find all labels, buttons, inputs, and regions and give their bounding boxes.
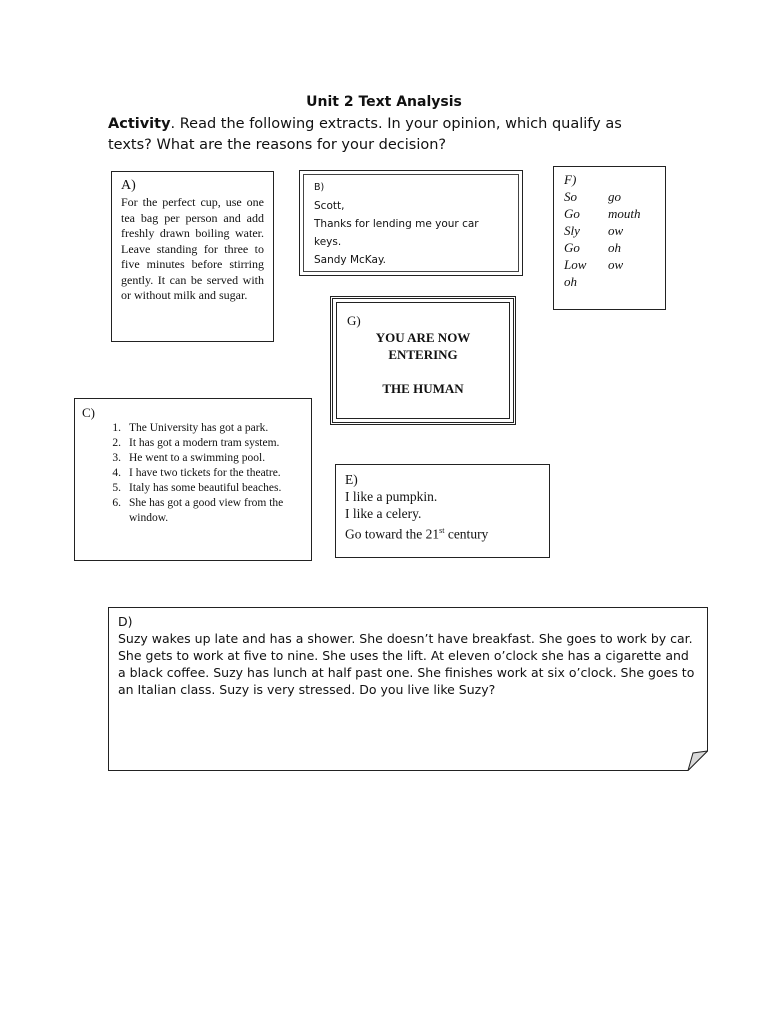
list-item-text: The University has got a park. (129, 422, 269, 434)
extract-f-word: ow (608, 223, 624, 238)
activity-text: . Read the following extracts. In your opinion, which qualify as texts? What are the reasons for your decision? (108, 116, 622, 153)
extract-d-label: D) (118, 614, 133, 629)
extract-f-label: F) (564, 172, 577, 187)
extract-a-label: A) (121, 178, 136, 193)
extract-b-line: Thanks for lending me your car keys. (314, 218, 479, 248)
list-item (82, 466, 304, 481)
extract-f-box (553, 166, 666, 310)
extract-f-word: Go (564, 206, 580, 221)
list-item-text: He went to a swimming pool. (129, 452, 266, 464)
list-item-number: 6. (112, 497, 121, 509)
page-title: Unit 2 Text Analysis (306, 94, 462, 110)
extract-f-word: Low (564, 257, 587, 272)
extract-f-word: mouth (608, 206, 641, 221)
extract-f-row (564, 256, 655, 273)
extract-b-line: Scott, (314, 200, 345, 212)
extract-f-row (564, 188, 655, 205)
extract-g-label: G) (347, 313, 361, 328)
extract-e-line: I like a celery. (345, 506, 422, 521)
extract-f-word: So (564, 189, 577, 204)
extract-e-line (345, 522, 540, 543)
extract-f-row (564, 239, 655, 256)
extract-g-line: THE HUMAN (382, 381, 464, 396)
list-item-text: I have two tickets for the theatre. (129, 467, 281, 479)
extract-e-superscript: st (439, 526, 445, 535)
extract-f-word: oh (608, 240, 621, 255)
extract-d-text: Suzy wakes up late and has a shower. She doesn’t have breakfast. She goes to work by car. She gets to work at five to nine. She uses the lift. At eleven o’clock she has a cigarette and a black coffee. Suzy has lunch at half past one. She finishes work at six o’clock. She goes to an Italian class. Suzy is very stressed. Do you live like Suzy? (118, 631, 695, 697)
extract-f-word: oh (564, 274, 577, 289)
extract-c-box (74, 398, 312, 561)
list-item-number: 4. (112, 467, 121, 479)
extract-e-label: E) (345, 472, 358, 487)
extract-a-box (111, 171, 274, 342)
extract-b-inner-frame (303, 174, 519, 272)
extract-e-text: Go toward the 21 (345, 526, 440, 542)
extract-f-word: go (608, 189, 621, 204)
list-item-number: 1. (112, 422, 121, 434)
extract-f-row (564, 205, 655, 222)
list-item-number: 3. (112, 452, 121, 464)
extract-b-line: Sandy McKay. (314, 254, 386, 266)
extract-d-content (118, 613, 698, 698)
extract-g-line: YOU ARE NOW (375, 330, 471, 345)
list-item (82, 421, 304, 436)
extract-g-line: ENTERING (388, 347, 458, 362)
list-item-number: 2. (112, 437, 121, 449)
extract-g-inner-frame (336, 302, 510, 419)
extract-f-row (564, 273, 655, 290)
extract-g-box (330, 296, 516, 425)
extract-f-word: Go (564, 240, 580, 255)
extract-c-label: C) (82, 405, 95, 420)
extract-e-line: I like a pumpkin. (345, 489, 438, 504)
extract-f-row (564, 222, 655, 239)
extract-b-box (299, 170, 523, 276)
extract-c-list (82, 421, 304, 526)
activity-label: Activity (108, 116, 171, 132)
list-item (82, 451, 304, 466)
list-item (82, 496, 304, 526)
extract-e-box (335, 464, 550, 558)
list-item (82, 436, 304, 451)
activity-instructions (108, 114, 668, 156)
extract-e-text: century (444, 526, 489, 542)
list-item-text: Italy has some beautiful beaches. (129, 482, 282, 494)
extract-f-word: Sly (564, 223, 580, 238)
extract-d-box (108, 607, 708, 771)
list-item (82, 481, 304, 496)
list-item-number: 5. (112, 482, 121, 494)
list-item-text: It has got a modern tram system. (129, 437, 280, 449)
extract-a-text: For the perfect cup, use one tea bag per person and add freshly drawn boiling water. Leave standing for three to five minutes before stirring gently. It can be served with or without milk and sugar. (121, 195, 264, 302)
extract-f-word: ow (608, 257, 624, 272)
extract-b-label: B) (314, 182, 325, 193)
list-item-text: She has got a good view from the window. (129, 497, 284, 524)
